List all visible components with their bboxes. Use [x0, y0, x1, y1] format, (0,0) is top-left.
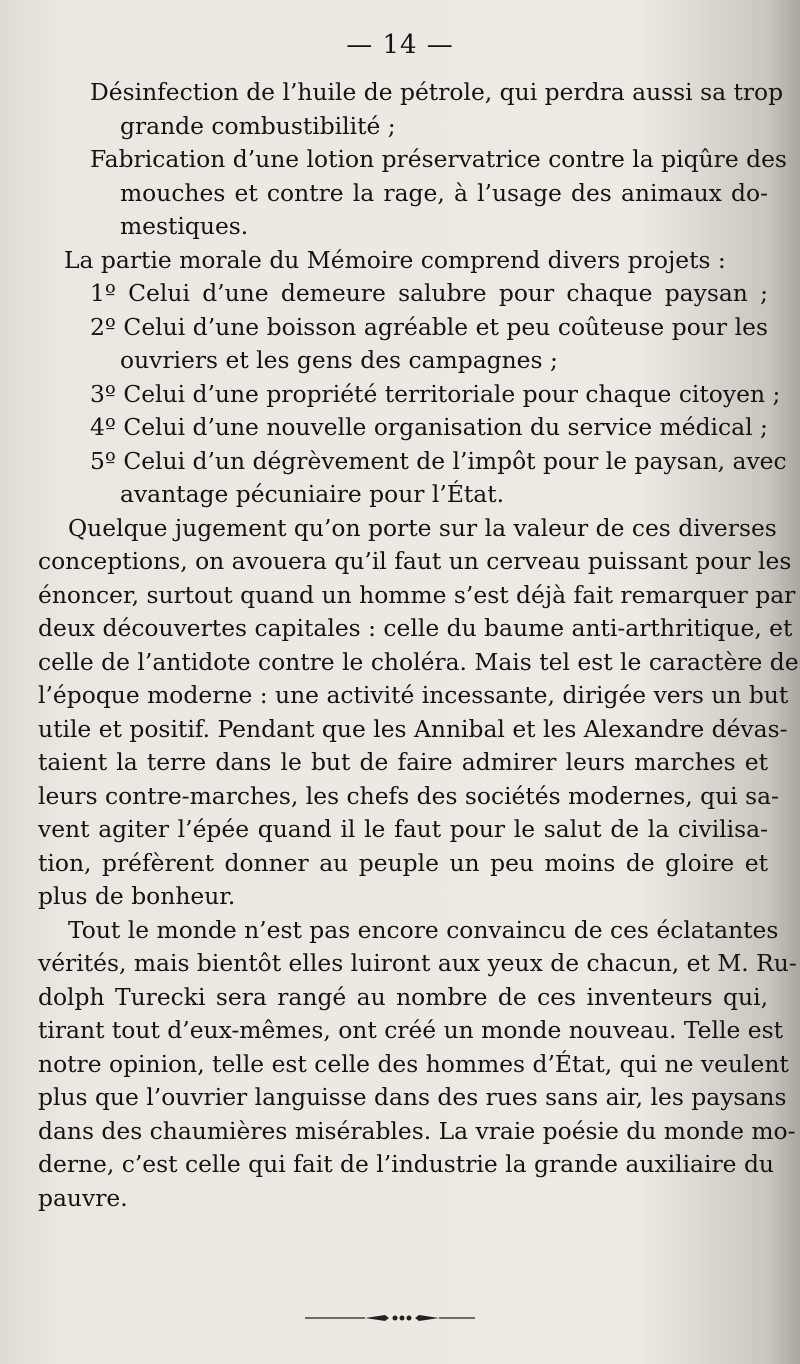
text-line: dolph Turecki sera rangé au nombre de ces inventeurs qui, [38, 982, 768, 1011]
end-ornament [305, 1312, 475, 1324]
text-line: mestiques. [120, 212, 249, 240]
text-line: utile et positif. Pendant que les Annibal et les Alexandre dévas- [38, 714, 788, 743]
text-line: avantage pécuniaire pour l’État. [120, 480, 505, 508]
text-line: mouches et contre la rage, à l’usage des animaux do- [120, 178, 768, 207]
text-line: notre opinion, telle est celle des hommes d’État, qui ne veulent [38, 1049, 789, 1078]
text-line: derne, c’est celle qui fait de l’industrie la grande auxiliaire du [38, 1150, 774, 1178]
text-line: leurs contre-marches, les chefs des sociétés modernes, qui sa- [38, 781, 779, 810]
text-line: pauvre. [38, 1183, 128, 1212]
text-line: celle de l’antidote contre le choléra. Mais tel est le caractère de [38, 647, 799, 676]
text-line: 4º Celui d’une nouvelle organisation du service médical ; [90, 413, 768, 441]
text-line: tirant tout d’eux-mêmes, ont créé un monde nouveau. Telle est [38, 1016, 783, 1044]
text-line: deux découvertes capitales : celle du baume anti-arthritique, et [38, 614, 793, 642]
text-line: 1º Celui d’une demeure salubre pour chaque paysan ; [90, 279, 768, 307]
text-line: 3º Celui d’une propriété territoriale pour chaque citoyen ; [90, 379, 781, 408]
text-line: l’époque moderne : une activité incessante, dirigée vers un but [38, 681, 789, 709]
text-line: grande combustibilité ; [120, 111, 396, 140]
text-line: Fabrication d’une lotion préservatrice contre la piqûre des [90, 145, 787, 173]
body-text [38, 76, 799, 1215]
text-line: Quelque jugement qu’on porte sur la valeur de ces diverses [68, 513, 777, 542]
text-line: plus que l’ouvrier languisse dans des rues sans air, les paysans [38, 1083, 787, 1111]
text-line: tion, préfèrent donner au peuple un peu moins de gloire et [38, 848, 768, 877]
text-line: conceptions, on avouera qu’il faut un cerveau puissant pour les [38, 547, 792, 575]
text-line: Tout le monde n’est pas encore convaincu de ces éclatantes [68, 915, 779, 944]
page-number: — 14 — [346, 30, 454, 60]
text-line: plus de bonheur. [38, 882, 236, 910]
text-line: énoncer, surtout quand un homme s’est déjà fait remarquer par [38, 580, 796, 609]
text-line: Désinfection de l’huile de pétrole, qui perdra aussi sa trop [90, 78, 784, 106]
text-line: vent agiter l’épée quand il le faut pour le salut de la civilisa- [38, 815, 768, 843]
text-line: taient la terre dans le but de faire admirer leurs marches et [38, 748, 768, 776]
text-line: ouvriers et les gens des campagnes ; [120, 346, 558, 374]
text-line: vérités, mais bientôt elles luiront aux yeux de chacun, et M. Ru- [38, 949, 797, 977]
text-line: dans des chaumières misérables. La vraie poésie du monde mo- [38, 1116, 796, 1145]
text-line: 2º Celui d’une boisson agréable et peu coûteuse pour les [90, 312, 768, 341]
text-line: La partie morale du Mémoire comprend divers projets : [64, 245, 726, 274]
text-line: 5º Celui d’un dégrèvement de l’impôt pour le paysan, avec [90, 446, 787, 475]
